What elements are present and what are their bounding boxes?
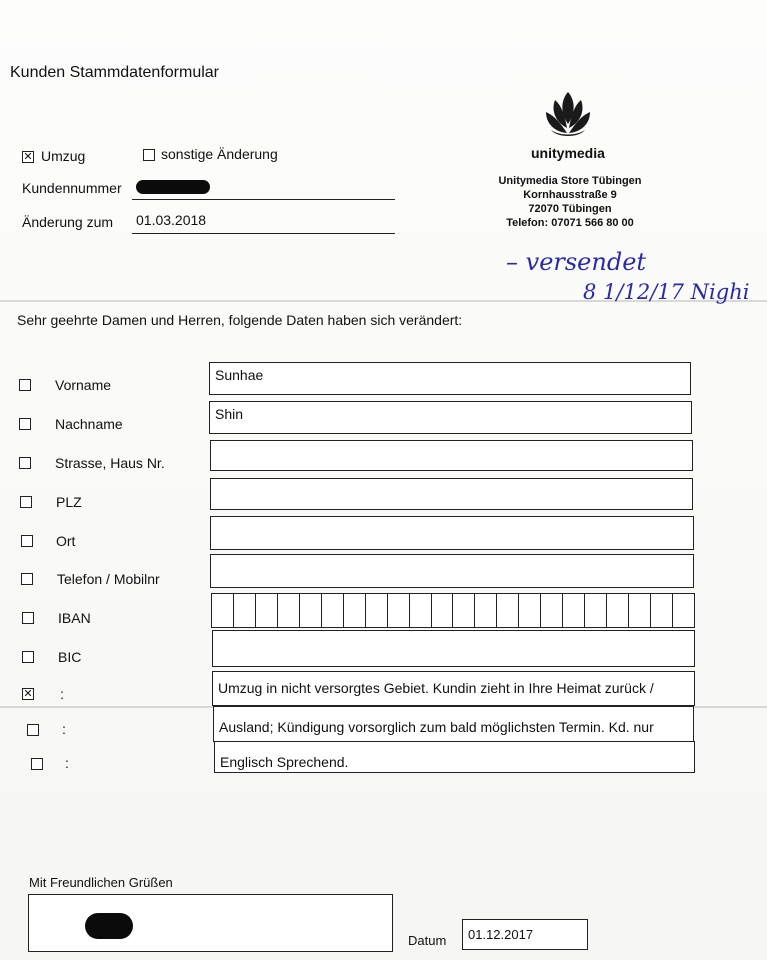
strasse-checkbox[interactable]: [19, 457, 31, 469]
bic-checkbox[interactable]: [22, 651, 34, 663]
kundennummer-label: Kundennummer: [22, 180, 122, 196]
other-3-field[interactable]: Englisch Sprechend.: [214, 741, 695, 773]
store-street: Kornhausstraße 9: [523, 189, 617, 201]
telefon-label: Telefon / Mobilnr: [57, 571, 160, 587]
ort-checkbox[interactable]: [21, 535, 33, 547]
store-phone: Telefon: 07071 566 80 00: [506, 217, 634, 229]
store-name: Unitymedia Store Tübingen: [498, 175, 642, 187]
brand-name: unitymedia: [531, 145, 605, 161]
sonstige-checkbox[interactable]: [143, 149, 155, 161]
datum-label: Datum: [408, 933, 447, 948]
nachname-checkbox[interactable]: [19, 418, 31, 430]
bic-label: BIC: [58, 649, 82, 665]
vorname-label: Vorname: [55, 377, 112, 393]
other-1-field[interactable]: Umzug in nicht versorgtes Gebiet. Kundin zieht in Ihre Heimat zurück /: [212, 671, 695, 706]
unitymedia-logo-icon: [543, 90, 593, 142]
ort-field[interactable]: [210, 516, 694, 550]
nachname-field[interactable]: Shin: [209, 401, 692, 434]
redacted-customer-number: [136, 180, 210, 194]
plz-checkbox[interactable]: [20, 496, 32, 508]
iban-checkbox[interactable]: [22, 612, 34, 624]
telefon-checkbox[interactable]: [21, 573, 33, 585]
datum-field[interactable]: 01.12.2017: [462, 919, 588, 950]
vorname-field[interactable]: Sunhae: [209, 362, 691, 395]
other-2-checkbox[interactable]: [27, 724, 39, 736]
ort-label: Ort: [56, 533, 76, 549]
other-2-field[interactable]: Ausland; Kündigung vorsorglich zum bald möglichsten Termin. Kd. nur: [213, 706, 694, 742]
nachname-label: Nachname: [55, 416, 123, 432]
strasse-label: Strasse, Haus Nr.: [55, 455, 165, 471]
umzug-label: Umzug: [41, 148, 86, 164]
aenderung-line: [132, 233, 395, 234]
bic-field[interactable]: [212, 630, 695, 667]
aenderung-label: Änderung zum: [22, 214, 114, 230]
iban-label: IBAN: [58, 610, 91, 626]
redacted-signature: [85, 913, 133, 939]
store-address: [495, 174, 645, 230]
intro-text: Sehr geehrte Damen und Herren, folgende Daten haben sich verändert:: [17, 312, 463, 328]
handwritten-note-versendet: – versendet: [506, 248, 647, 276]
iban-field[interactable]: [211, 593, 695, 628]
other-3-checkbox[interactable]: [31, 758, 43, 770]
closing-text: Mit Freundlichen Grüßen: [29, 875, 173, 890]
aenderung-value[interactable]: 01.03.2018: [136, 212, 207, 228]
plz-field[interactable]: [210, 478, 693, 510]
kundennummer-line: [132, 199, 395, 200]
plz-label: PLZ: [56, 494, 82, 510]
other-2-label: :: [62, 721, 66, 737]
signature-box[interactable]: [28, 894, 393, 952]
sonstige-label: sonstige Änderung: [161, 146, 278, 162]
form-title: Kunden Stammdatenformular: [10, 64, 219, 81]
other-1-label: :: [60, 686, 64, 702]
other-3-label: :: [65, 755, 69, 771]
store-city: 72070 Tübingen: [528, 203, 612, 215]
telefon-field[interactable]: [210, 554, 694, 588]
handwritten-note-date: 8 1/12/17 Nighi: [583, 280, 750, 304]
umzug-checkbox[interactable]: ✕: [23, 151, 33, 163]
strasse-field[interactable]: [210, 440, 693, 471]
other-1-checkbox[interactable]: ✕: [23, 688, 33, 700]
vorname-checkbox[interactable]: [19, 379, 31, 391]
